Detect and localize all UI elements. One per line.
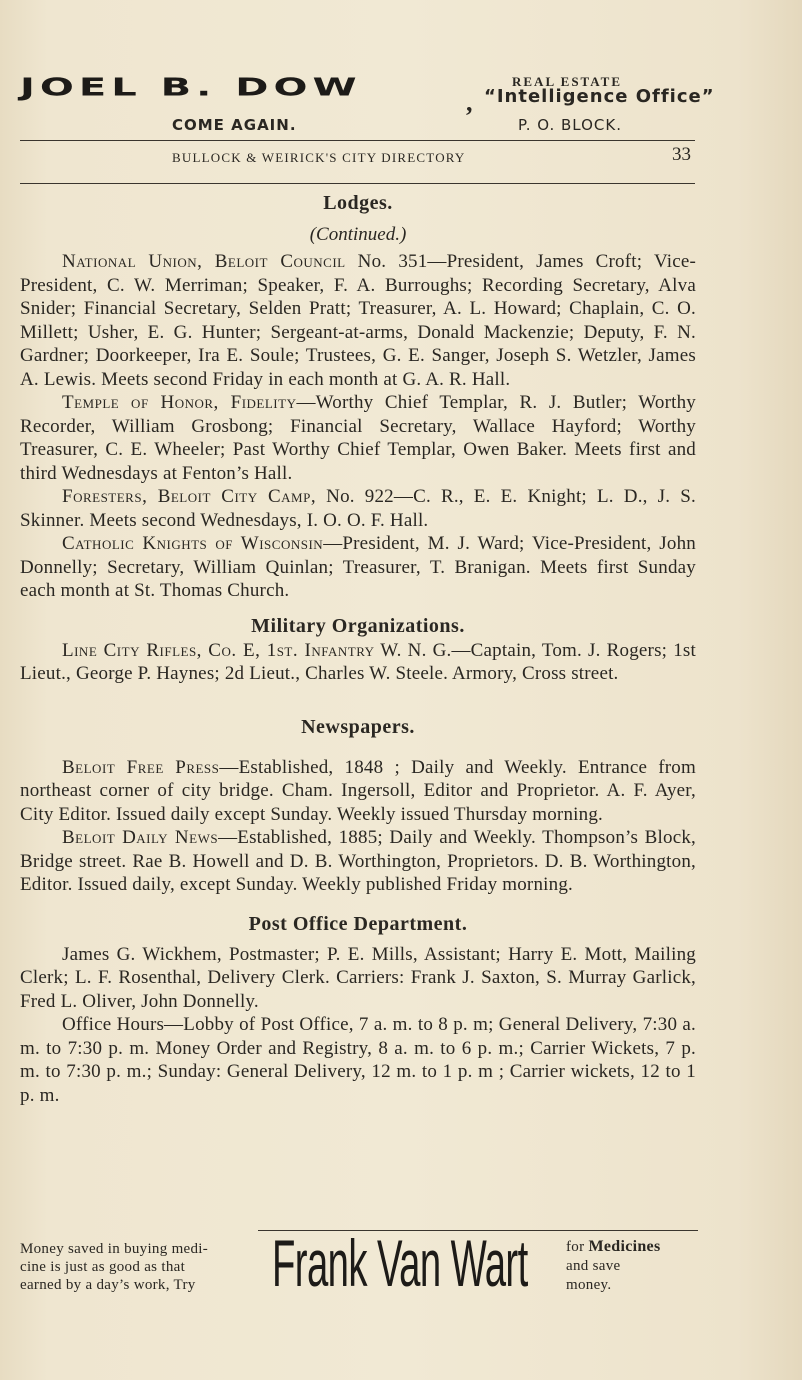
ad-line: earned by a day’s work, Try bbox=[20, 1277, 196, 1293]
bottom-ad-left-text bbox=[20, 1240, 270, 1294]
top-divider bbox=[20, 140, 695, 141]
entry-name: Catholic Knights of Wisconsin bbox=[62, 533, 324, 554]
newspaper-entry bbox=[20, 756, 696, 827]
entry-name: Line City Rifles, Co. E, 1st. Infantry bbox=[62, 639, 375, 661]
post-office-paragraph: Office Hours—Lobby of Post Office, 7 a. m. to 8 p. m; General Delivery, 7:30 a. m. to 7:30 p. m. Money Order and Registry, 8 a. m. to 6 p. m.; Carrier Wickets, 7 p. m. to 7:30 p. m.; Sunday: General Delivery, 12 m. to 1 p. m ; Carrier wickets, 12 to 1 p. m. bbox=[20, 1014, 696, 1106]
ad-medicines-word: Medicines bbox=[588, 1238, 661, 1255]
entry-text: —President, M. J. Ward; Vice-President, John Donnelly; Secretary, William Quinlan; Treasurer, T. Branigan. Meets first Sunday each month at St. Thomas Church. bbox=[20, 533, 696, 601]
real-estate-label: REAL ESTATE bbox=[512, 74, 623, 89]
continued-label: (Continued.) bbox=[309, 224, 407, 245]
lodges-heading: Lodges. bbox=[323, 192, 393, 214]
ad-line: cine is just as good as that bbox=[20, 1259, 186, 1275]
bottom-ad-name: Frank Van Wart bbox=[272, 1226, 528, 1300]
ad-line: Money saved in buying medi- bbox=[20, 1241, 209, 1257]
page-content bbox=[20, 190, 696, 1107]
lodge-entry bbox=[20, 485, 696, 532]
lodge-entry bbox=[20, 532, 696, 603]
entry-name: Temple of Honor, Fidelity bbox=[62, 392, 297, 413]
entry-name: Beloit Daily News bbox=[62, 827, 219, 848]
entry-text: —Established, 1885; Daily and Weekly. Thompson’s Block, Bridge street. Rae B. Howell and D. B. Worthington, Proprietors. D. B. Worthington, Editor. Issued daily, except Sunday. Weekly published Friday morning. bbox=[20, 827, 697, 895]
ad-line: money. bbox=[566, 1277, 612, 1293]
entry-text: —Worthy Chief Templar, R. J. Butler; Worthy Recorder, William Grosbong; Financial Secretary, Wallace Hayford; Worthy Treasurer, C. E. Wheeler; Past Worthy Chief Templar, Owen Baker. Meets first and third Wednesdays at Fenton’s Hall. bbox=[20, 392, 696, 484]
ad-line: and save bbox=[566, 1258, 621, 1274]
header-divider bbox=[20, 183, 695, 184]
entry-text: No. 922—C. R., E. E. Knight; L. D., J. S. Skinner. Meets second Wednesdays, I. O. O. F. Hall. bbox=[20, 486, 696, 531]
entry-name: National Union, Beloit Council bbox=[62, 251, 346, 272]
come-again-label: COME AGAIN. bbox=[172, 116, 297, 134]
intelligence-office-label: “Intelligence Office” bbox=[484, 86, 715, 107]
ad-for-word: for bbox=[566, 1239, 585, 1255]
advertiser-comma: , bbox=[466, 88, 473, 117]
running-head: BULLOCK & WEIRICK'S CITY DIRECTORY bbox=[172, 150, 466, 165]
post-office-heading: Post Office Department. bbox=[248, 912, 468, 935]
military-heading: Military Organizations. bbox=[251, 614, 465, 637]
newspapers-heading: Newspapers. bbox=[301, 715, 415, 738]
lodge-entry bbox=[20, 250, 696, 391]
entry-text: No. 351—President, James Croft; Vice-President, C. W. Merriman; Speaker, F. A. Burroughs; Recording Secretary, Alva Snider; Financial Secretary, Selden Pratt; Treasurer, A. L. Howard; Chaplain, C. O. Millett; Usher, E. G. Hunter; Sergeant-at-arms, Donald Mackenzie; Deputy, F. N. Gardner; Doorkeeper, Ira E. Soule; Trustees, G. E. Sanger, Joseph S. Wetzler, James A. Lewis. Meets second Friday in each month at G. A. R. Hall. bbox=[20, 251, 697, 390]
lodge-entry bbox=[20, 391, 696, 485]
post-office-paragraph: James G. Wickhem, Postmaster; P. E. Mills, Assistant; Harry E. Mott, Mailing Clerk; L. F. Rosenthal, Delivery Clerk. Carriers: Frank J. Saxton, S. Murray Garlick, Fred L. Oliver, John Donnelly. bbox=[20, 943, 696, 1012]
advertiser-name: JOEL B. DOW bbox=[20, 73, 362, 102]
entry-name: Foresters, Beloit City Camp, bbox=[62, 486, 317, 507]
ad-line bbox=[566, 1237, 706, 1257]
bottom-ad-right-text bbox=[566, 1237, 706, 1295]
military-entry bbox=[20, 639, 696, 686]
page-number: 33 bbox=[672, 144, 691, 165]
po-block-label: P. O. BLOCK. bbox=[518, 116, 622, 134]
entry-text: —Established, 1848 ; Daily and Weekly. Entrance from northeast corner of city bridge. Cham. Ingersoll, Editor and Proprietor. A. F. Ayer, City Editor. Issued daily except Sunday. Weekly issued Thursday morning. bbox=[20, 756, 696, 825]
newspaper-entry bbox=[20, 826, 696, 897]
top-advertisement bbox=[20, 70, 780, 140]
entry-text: W. N. G.—Captain, Tom. J. Rogers; 1st Lieut., George P. Haynes; 2d Lieut., Charles W. Steele. Armory, Cross street. bbox=[20, 639, 696, 684]
entry-name: Beloit Free Press bbox=[62, 756, 220, 778]
